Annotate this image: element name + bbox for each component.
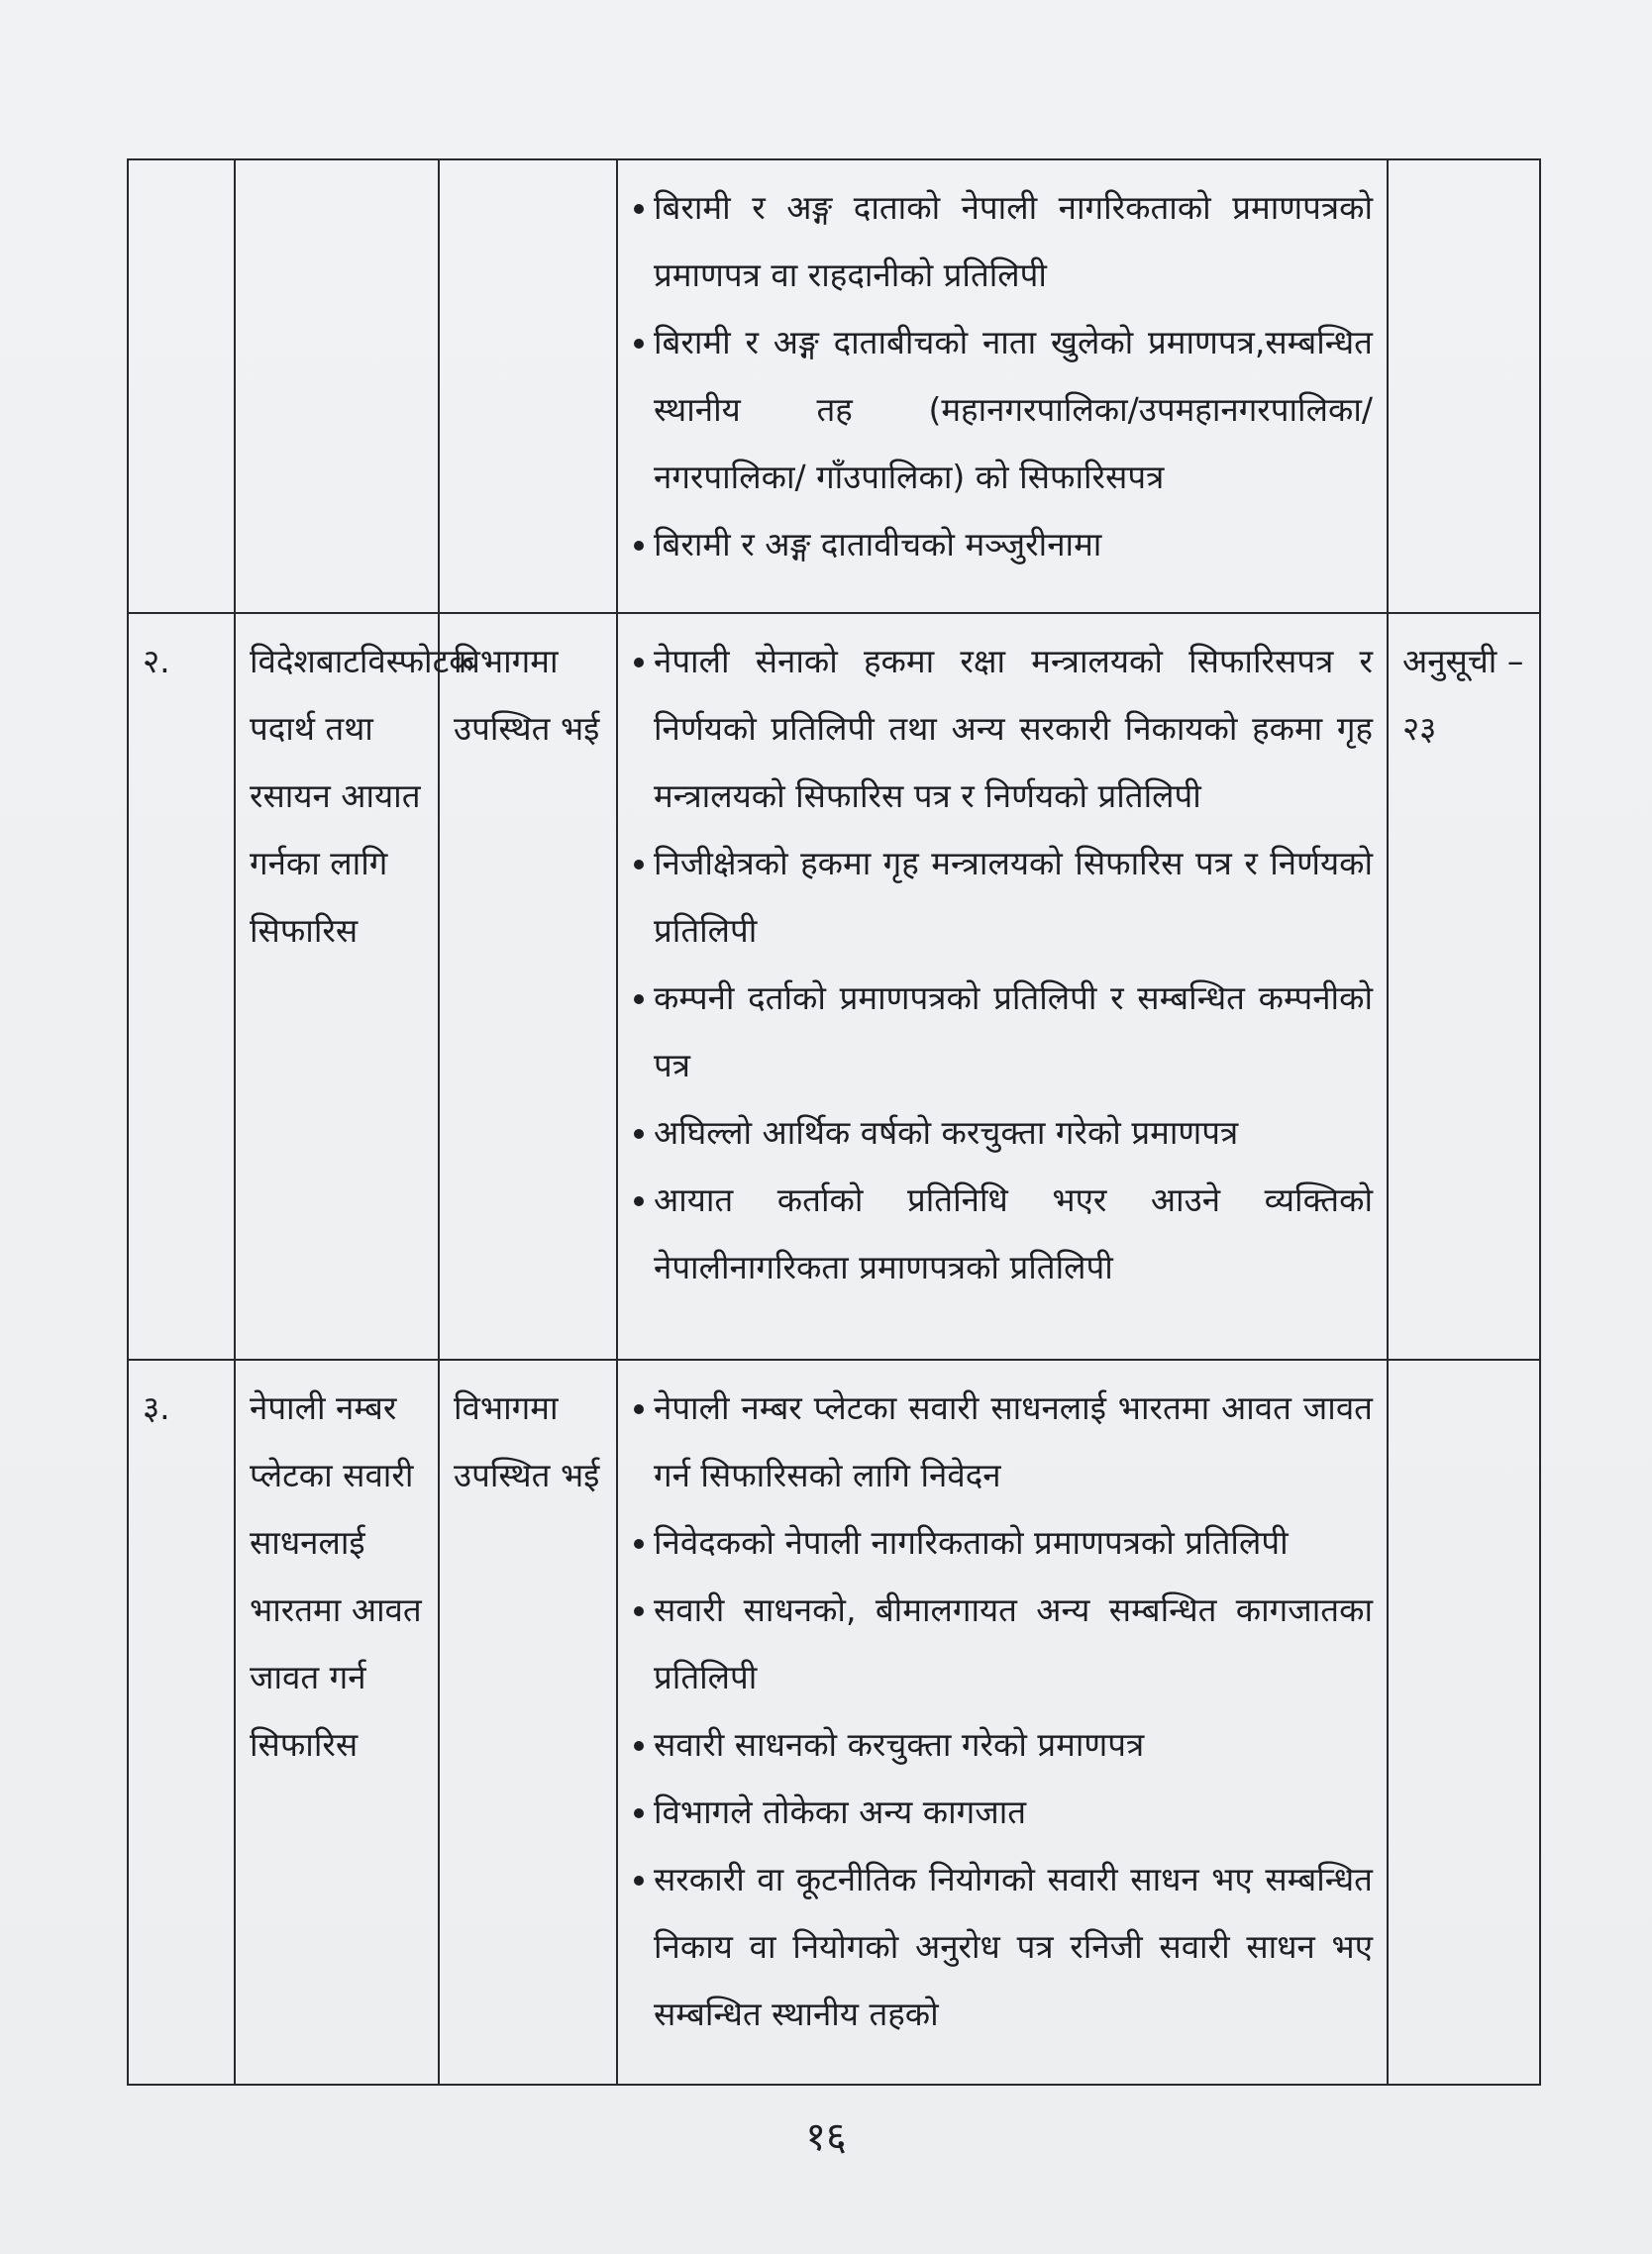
serial-cell: [128, 159, 235, 613]
list-item: अघिल्लो आर्थिक वर्षको करचुक्ता गरेको प्रमाणपत्र: [632, 1099, 1373, 1167]
process-cell: विभागमा उपस्थित भई: [439, 1360, 617, 2085]
list-item: बिरामी र अङ्ग दाताबीचको नाता खुलेको प्रमाणपत्र,सम्बन्धित स्थानीय तह (महानगरपालिका/उपमहानगरपालिका/नगरपालिका/ गाँउपालिका) को सिफारिसपत्र: [632, 309, 1373, 511]
list-item: निजीक्षेत्रको हकमा गृह मन्त्रालयको सिफारिस पत्र र निर्णयको प्रतिलिपी: [632, 830, 1373, 965]
list-item: सवारी साधनको करचुक्ता गरेको प्रमाणपत्र: [632, 1711, 1373, 1779]
list-item: सवारी साधनको, बीमालगायत अन्य सम्बन्धित कागजातका प्रतिलिपी: [632, 1577, 1373, 1711]
annex-cell: [1388, 159, 1540, 613]
service-cell: नेपाली नम्बर प्लेटका सवारी साधनलाई भारतमा आवत जावत गर्न सिफारिस: [235, 1360, 439, 2085]
annex-cell: अनुसूची –२३: [1388, 613, 1540, 1360]
page-number: १६: [805, 2114, 847, 2160]
table-row: [128, 159, 1540, 613]
list-item: सरकारी वा कूटनीतिक नियोगको सवारी साधन भए सम्बन्धित निकाय वा नियोगको अनुरोध पत्र रनिजी सवारी साधन भए सम्बन्धित स्थानीय तहको: [632, 1846, 1373, 2048]
documents-cell: [617, 159, 1388, 613]
list-item: निवेदकको नेपाली नागरिकताको प्रमाणपत्रको प्रतिलिपी: [632, 1509, 1373, 1577]
list-item: विभागले तोकेका अन्य कागजात: [632, 1779, 1373, 1846]
service-cell: विदेशबाटविस्फोटक पदार्थ तथा रसायन आयात गर्नका लागि सिफारिस: [235, 613, 439, 1360]
service-cell: [235, 159, 439, 613]
serial-cell: ३.: [128, 1360, 235, 2085]
table-row: [128, 1360, 1540, 2085]
process-cell: विभागमा उपस्थित भई: [439, 613, 617, 1360]
serial-cell: २.: [128, 613, 235, 1360]
list-item: नेपाली सेनाको हकमा रक्षा मन्त्रालयको सिफारिसपत्र र निर्णयको प्रतिलिपी तथा अन्य सरकारी निकायको हकमा गृह मन्त्रालयको सिफारिस पत्र र निर्णयको प्रतिलिपी: [632, 628, 1373, 830]
documents-cell: [617, 1360, 1388, 2085]
list-item: बिरामी र अङ्ग दातावीचको मञ्जुरीनामा: [632, 511, 1373, 578]
table-row: [128, 613, 1540, 1360]
list-item: कम्पनी दर्ताको प्रमाणपत्रको प्रतिलिपी र सम्बन्धित कम्पनीको पत्र: [632, 965, 1373, 1099]
list-item: बिरामी र अङ्ग दाताको नेपाली नागरिकताको प्रमाणपत्रको प्रमाणपत्र वा राहदानीको प्रतिलिपी: [632, 174, 1373, 309]
list-item: आयात कर्ताको प्रतिनिधि भएर आउने व्यक्तिको नेपालीनागरिकता प्रमाणपत्रको प्रतिलिपी: [632, 1167, 1373, 1301]
services-table: [127, 158, 1541, 2086]
list-item: नेपाली नम्बर प्लेटका सवारी साधनलाई भारतमा आवत जावत गर्न सिफारिसको लागि निवेदन: [632, 1375, 1373, 1509]
documents-cell: [617, 613, 1388, 1360]
process-cell: [439, 159, 617, 613]
annex-cell: [1388, 1360, 1540, 2085]
